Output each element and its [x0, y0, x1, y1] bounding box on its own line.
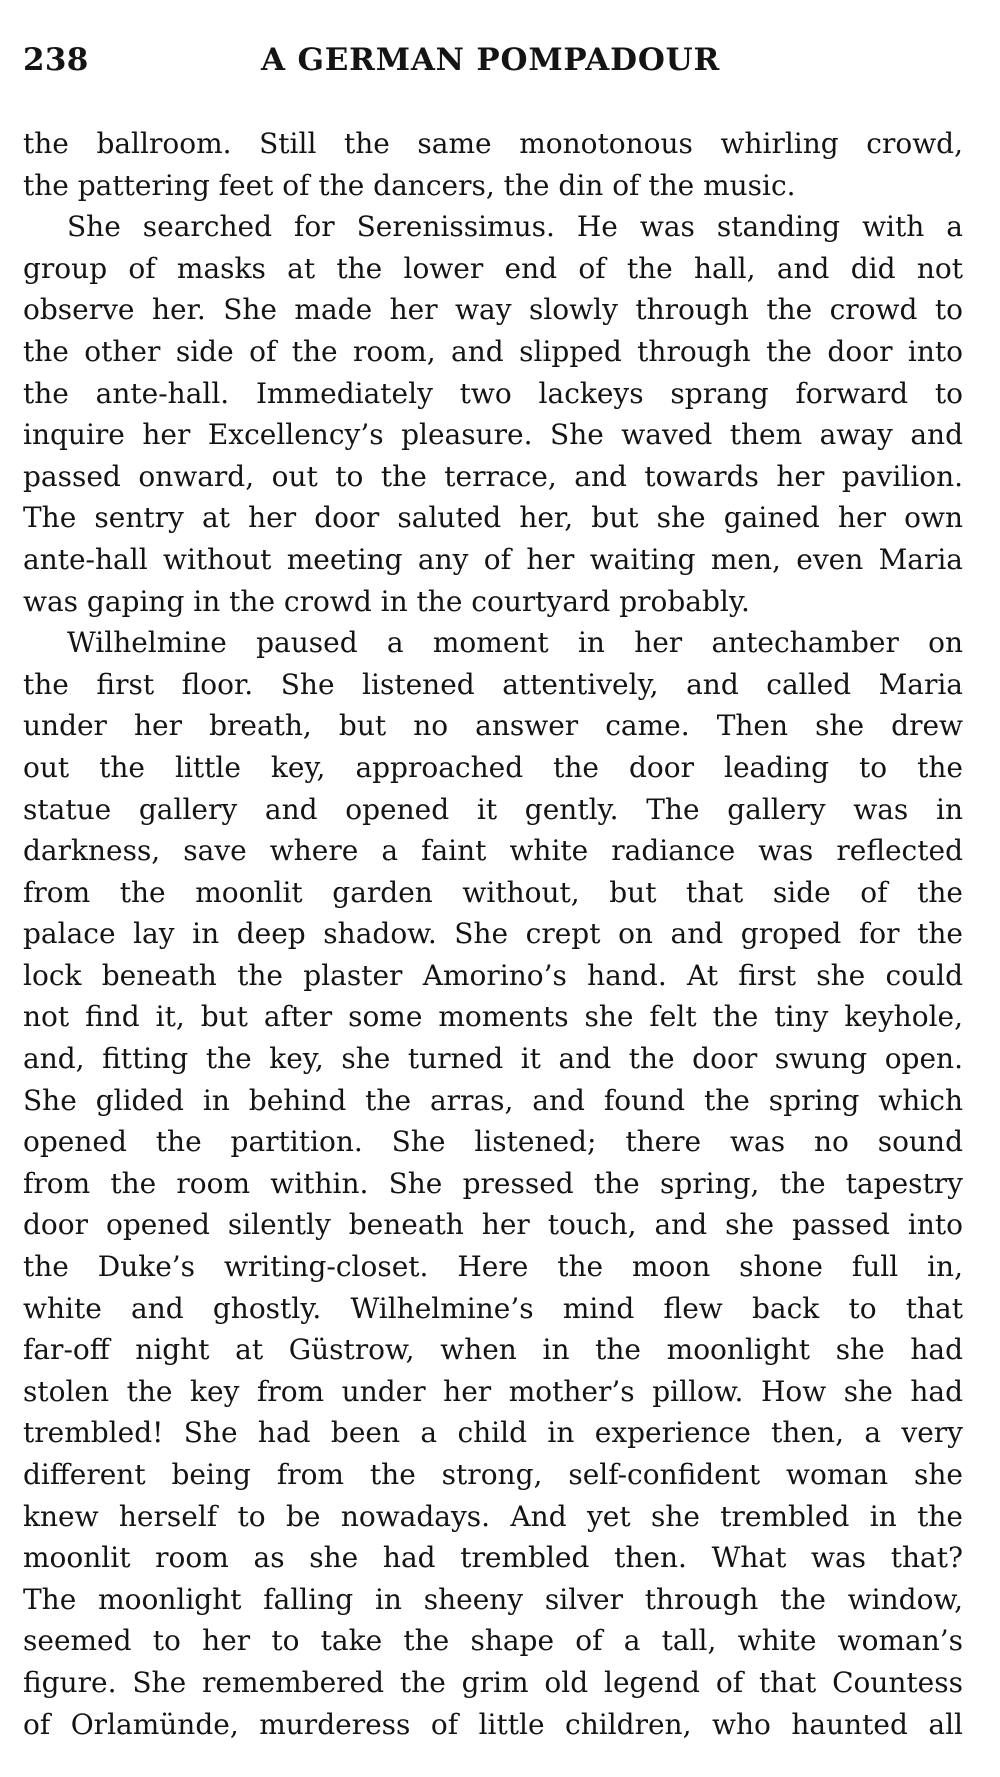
- text-line: trembled! She had been a child in experience then, a very: [23, 1416, 963, 1450]
- text-line: white and ghostly. Wilhelmine’s mind flew back to that: [23, 1291, 963, 1325]
- page-header: [23, 42, 963, 98]
- text-line: passed onward, out to the terrace, and towards her pavilion.: [23, 459, 963, 493]
- text-line: darkness, save where a faint white radiance was reflected: [23, 834, 963, 868]
- text-line: different being from the strong, self-confident woman she: [23, 1458, 963, 1491]
- text-line: the ante-hall. Immediately two lackeys sprang forward to: [23, 376, 963, 410]
- text-line: group of masks at the lower end of the hall, and did not: [23, 251, 963, 285]
- text-line: seemed to her to take the shape of a tall, white woman’s: [23, 1624, 963, 1658]
- text-line: far-off night at Güstrow, when in the moonlight she had: [23, 1333, 963, 1367]
- text-line: lock beneath the plaster Amorino’s hand. At first she could: [23, 958, 963, 992]
- text-line: figure. She remembered the grim old legend of that Countess: [23, 1665, 963, 1699]
- text-line: the ballroom. Still the same monotonous whirling crowd,: [23, 127, 963, 160]
- text-line: door opened silently beneath her touch, and she passed into: [23, 1208, 963, 1242]
- running-title: A GERMAN POMPADOUR: [261, 42, 721, 78]
- text-line: under her breath, but no answer came. Then she drew: [23, 709, 963, 743]
- text-line: the pattering feet of the dancers, the din of the music.: [23, 168, 796, 202]
- paragraph-first-line: She searched for Serenissimus. He was standing with a: [67, 210, 963, 244]
- text-line: the first floor. She listened attentively, and called Maria: [23, 667, 963, 701]
- text-line: and, fitting the key, she turned it and the door swung open.: [23, 1042, 963, 1076]
- text-line: from the room within. She pressed the spring, the tapestry: [23, 1166, 963, 1200]
- text-line: inquire her Excellency’s pleasure. She waved them away and: [23, 418, 963, 452]
- paragraph-first-line: Wilhelmine paused a moment in her antechamber on: [67, 626, 963, 660]
- text-line: the other side of the room, and slipped through the door into: [23, 334, 963, 368]
- text-line: moonlit room as she had trembled then. What was that?: [23, 1541, 963, 1575]
- text-line: knew herself to be nowadays. And yet she trembled in the: [23, 1499, 963, 1533]
- text-line: The sentry at her door saluted her, but she gained her own: [23, 501, 963, 535]
- text-line: stolen the key from under her mother’s pillow. How she had: [23, 1374, 963, 1408]
- text-line: ante-hall without meeting any of her waiting men, even Maria: [23, 542, 963, 576]
- text-line: the Duke’s writing-closet. Here the moon shone full in,: [23, 1250, 963, 1284]
- text-line: opened the partition. She listened; there was no sound: [23, 1125, 963, 1159]
- text-line: not find it, but after some moments she felt the tiny keyhole,: [23, 1000, 963, 1034]
- text-line: of Orlamünde, murderess of little children, who haunted all: [23, 1707, 963, 1741]
- text-line: palace lay in deep shadow. She crept on and groped for the: [23, 917, 963, 951]
- text-line: The moonlight falling in sheeny silver through the window,: [23, 1582, 963, 1616]
- text-line: was gaping in the crowd in the courtyard probably.: [23, 584, 750, 618]
- text-line: observe her. She made her way slowly through the crowd to: [23, 293, 963, 327]
- page-number: 238: [23, 42, 89, 78]
- body-text: [23, 123, 963, 1745]
- text-line: out the little key, approached the door leading to the: [23, 750, 963, 784]
- text-line: from the moonlit garden without, but that side of the: [23, 875, 963, 909]
- text-line: She glided in behind the arras, and found the spring which: [23, 1083, 963, 1117]
- text-line: statue gallery and opened it gently. The gallery was in: [23, 792, 963, 826]
